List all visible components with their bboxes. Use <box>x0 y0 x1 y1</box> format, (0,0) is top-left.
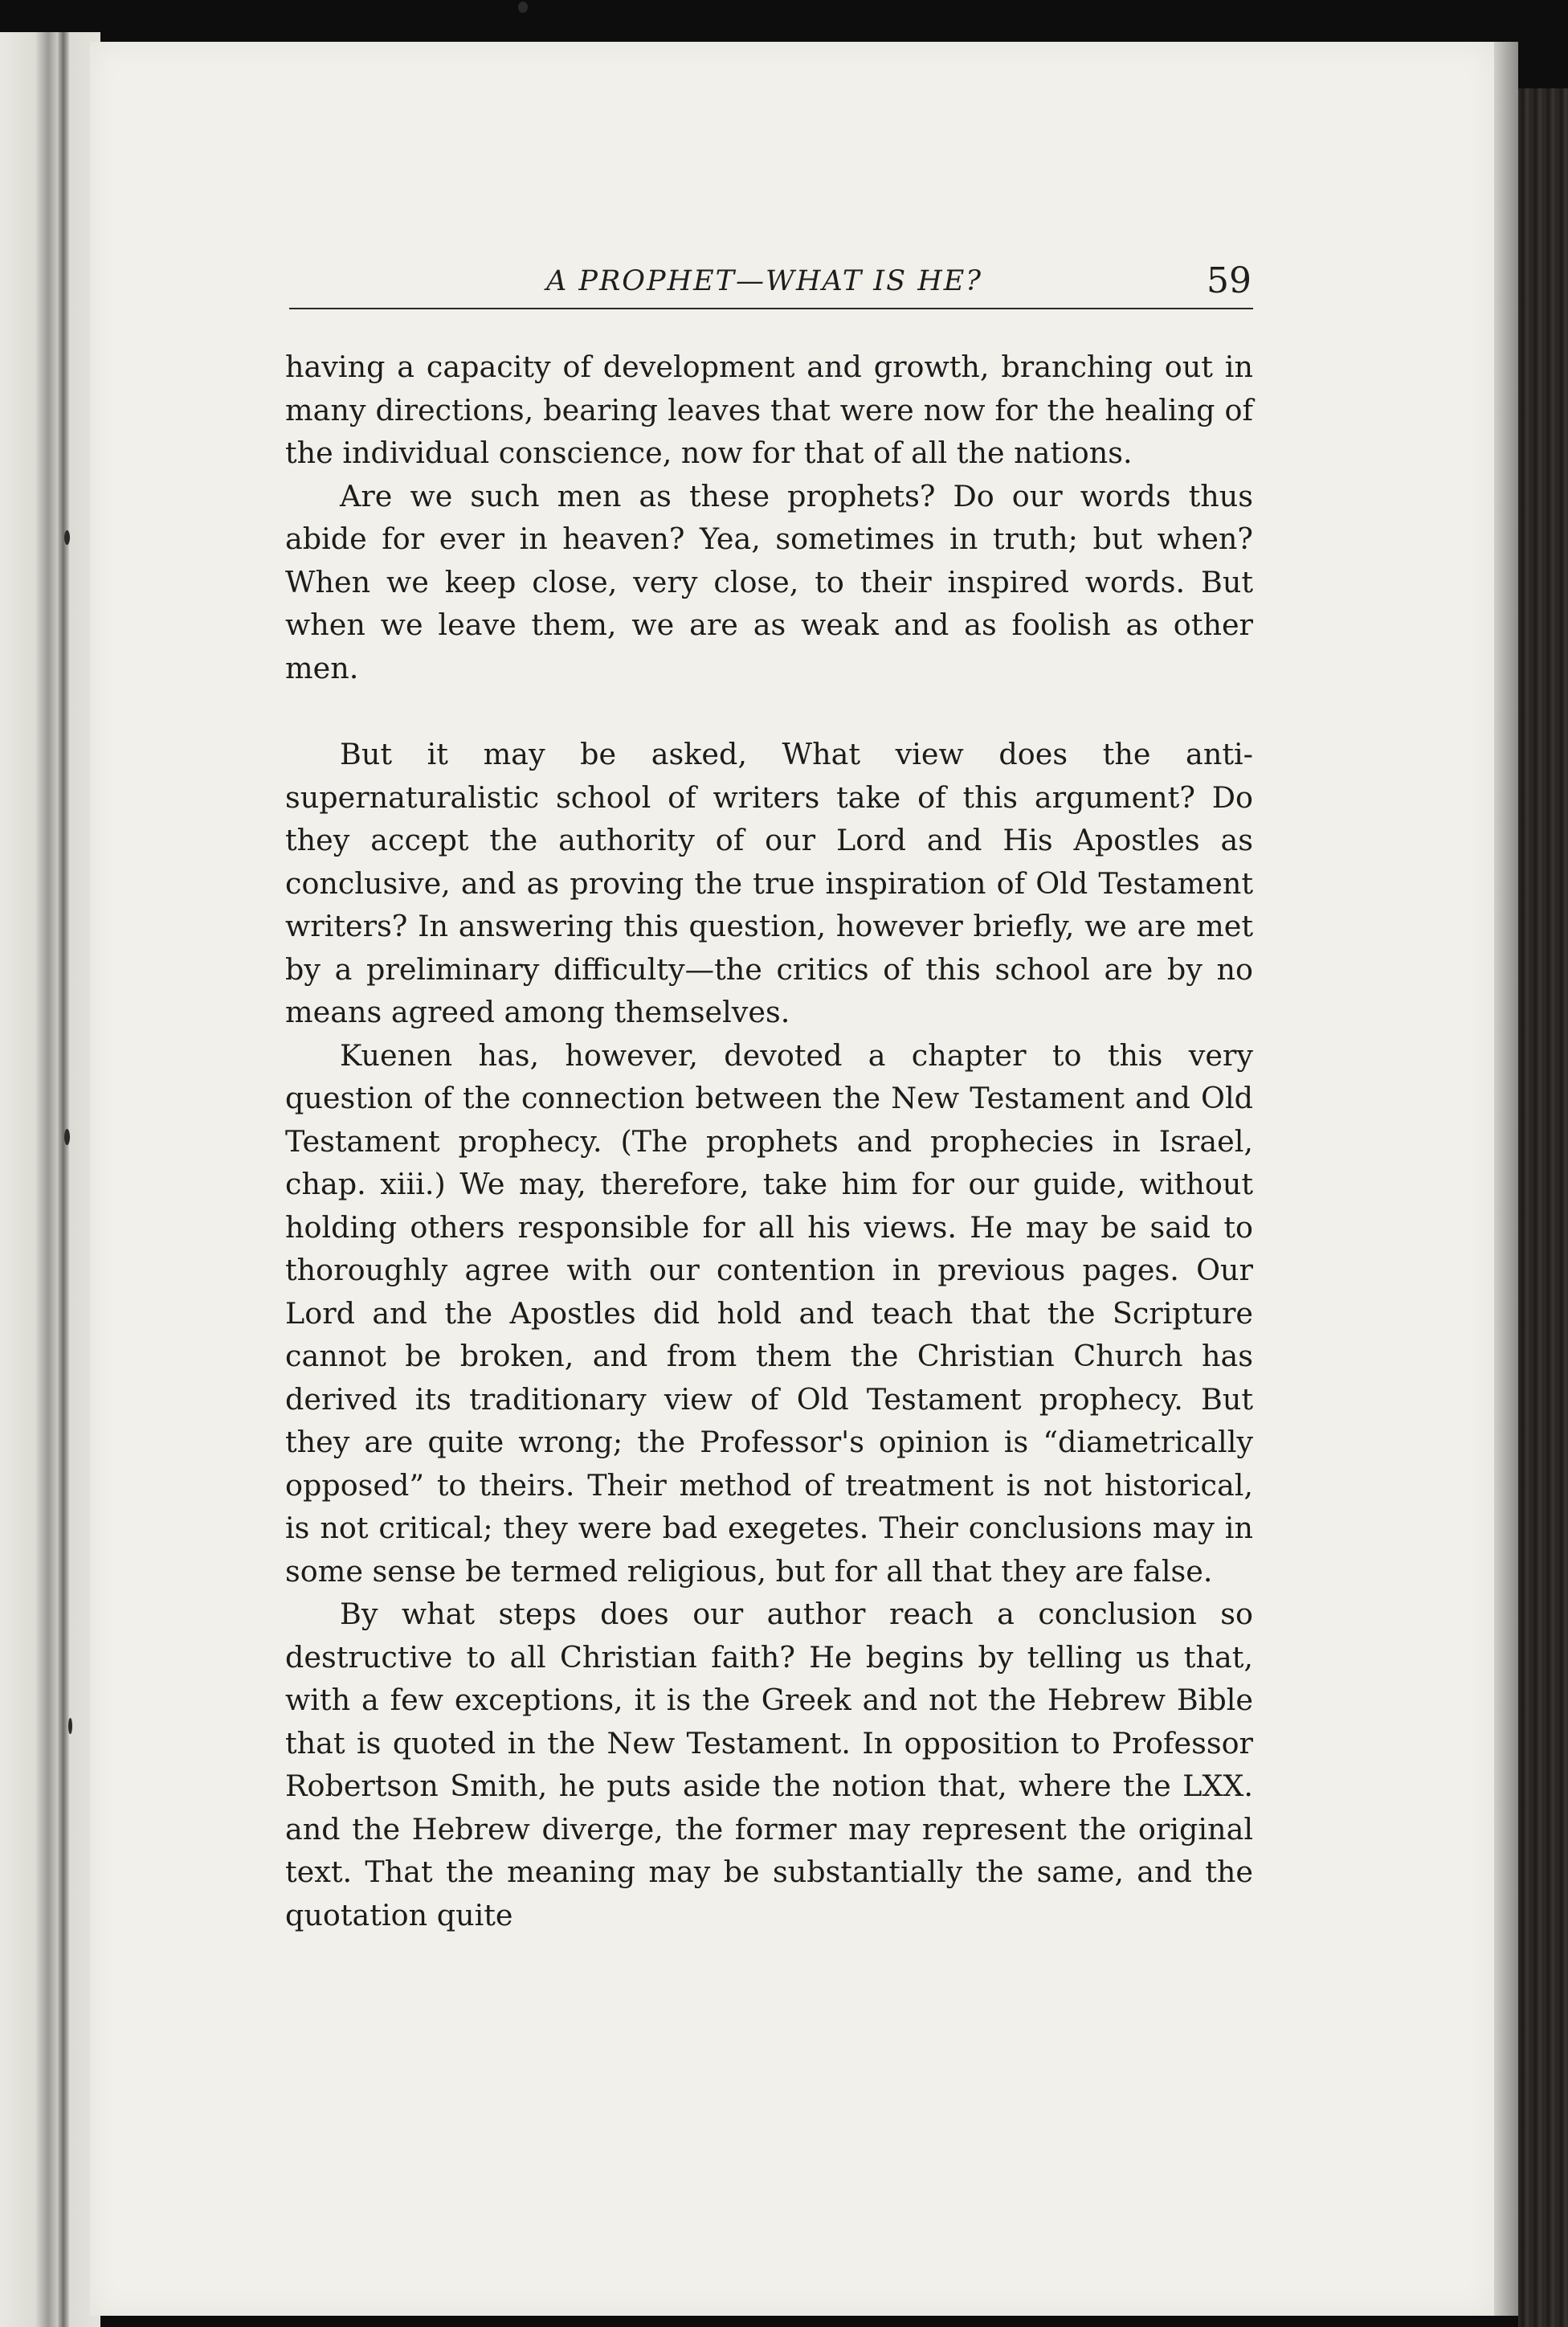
page-number: 59 <box>1207 260 1252 301</box>
speck <box>68 1718 72 1734</box>
left-page-edge <box>0 32 100 2327</box>
speck <box>518 2 528 13</box>
body-text <box>285 346 1253 1936</box>
paragraph-continuation: having a capacity of development and growth, branching out in many directions, bearing leaves that were now for the healing of the individual conscience, now for that of all the nations. <box>285 350 1253 470</box>
speck <box>64 530 70 545</box>
header-rule <box>289 308 1253 309</box>
running-title: A PROPHET—WHAT IS HE? <box>546 265 983 297</box>
book-cover-edge <box>1518 88 1568 2327</box>
binding-gutter <box>58 32 69 2327</box>
paragraph: Kuenen has, however, devoted a chapter to this very question of the connection between the New Testament and Old Testament prophecy. (The prophets and prophecies in Israel, chap. xiii.) We may, therefore, take him for our guide, without holding others responsible for all his views. He may be said to thoroughly agree with our contention in previous pages. Our Lord and the Apostles did hold and teach that the Scripture cannot be broken, and from them the Christian Church has derived its traditionary view of Old Testament prophecy. But they are quite wrong; the Professor's opinion is “diametrically opposed” to theirs. Their method of treatment is not historical, is not critical; they were bad exegetes. Their conclusions may in some sense be termed religious, but for all that they are false. <box>285 1037 1253 1589</box>
paragraph: But it may be asked, What view does the anti-supernaturalistic school of writers take of this argument? Do they accept the authority of our Lord and His Apostles as conclusive, and as proving the true inspiration of Old Testament writers? In answering this question, however briefly, we are met by a preliminary difficulty—the critics of this school are by no means agreed among themselves. <box>285 737 1253 1029</box>
paragraph: By what steps does our author reach a conclusion so destructive to all Christian faith? He begins by telling us that, with a few exceptions, it is the Greek and not the Hebrew Bible that is quoted in the New Testament. In opposition to Professor Robertson Smith, he puts aside the notion that, where the LXX. and the Hebrew diverge, the former may represent the original text. That the meaning may be substantially the same, and the quotation quite <box>285 1597 1253 1932</box>
paragraph: Are we such men as these prophets? Do our words thus abide for ever in heaven? Yea, sometimes in truth; but when? When we keep close, very close, to their inspired words. But when we leave them, we are as weak and as foolish as other men. <box>285 478 1253 685</box>
speck <box>64 1129 70 1145</box>
right-page-edge <box>1494 42 1518 2316</box>
page-header <box>289 256 1253 312</box>
